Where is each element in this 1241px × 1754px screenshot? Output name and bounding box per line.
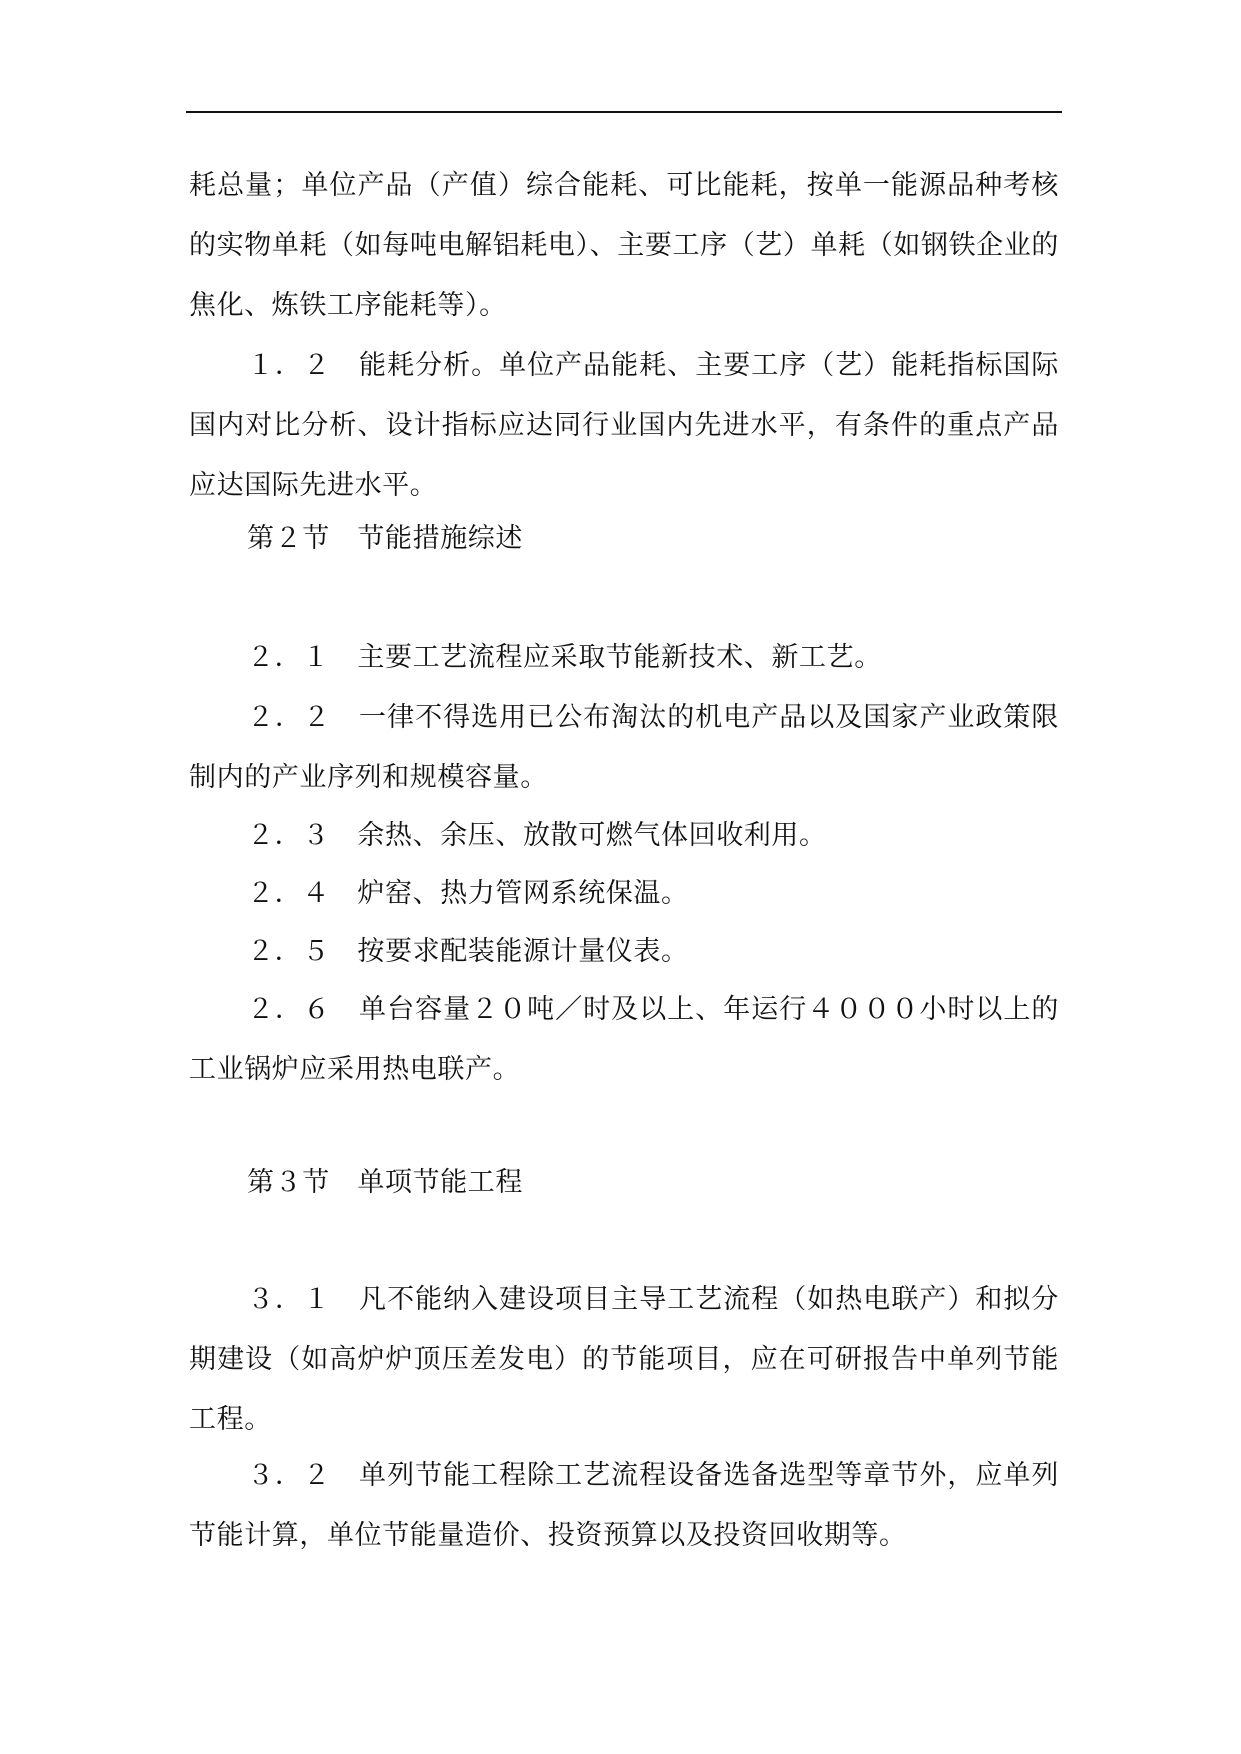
paragraph-energy-totals: 耗总量；单位产品（产值）综合能耗、可比能耗，按单一能源品种考核的实物单耗（如每吨电解铝耗电）、主要工序（艺）单耗（如钢铁企业的焦化、炼铁工序能耗等）。 — [189, 170, 1059, 321]
paragraph-3-1: ３．１ 凡不能纳入建设项目主导工艺流程（如热电联产）和拟分期建设（如高炉炉顶压差发电）的节能项目，应在可研报告中单列节能工程。 — [189, 1284, 1059, 1435]
paragraph-3-2: ３．２ 单列节能工程除工艺流程设备选备选型等章节外，应单列节能计算，单位节能量造价、投资预算以及投资回收期等。 — [189, 1460, 1059, 1551]
section-heading-3: 第３节 单项节能工程 — [247, 1167, 523, 1198]
paragraph-2-5: ２．５ 按要求配装能源计量仪表。 — [247, 936, 689, 967]
paragraph-2-3: ２．３ 余热、余压、放散可燃气体回收利用。 — [247, 820, 827, 851]
paragraph-2-2: ２．２ 一律不得选用已公布淘汰的机电产品以及国家产业政策限制内的产业序列和规模容量。 — [189, 702, 1059, 793]
paragraph-2-6: ２．６ 单台容量２０吨／时及以上、年运行４０００小时以上的工业锅炉应采用热电联产。 — [189, 994, 1059, 1085]
paragraph-2-4: ２．４ 炉窑、热力管网系统保温。 — [247, 878, 689, 909]
paragraph-1-2: １．２ 能耗分析。单位产品能耗、主要工序（艺）能耗指标国际国内对比分析、设计指标应达同行业国内先进水平，有条件的重点产品应达国际先进水平。 — [189, 350, 1059, 501]
section-heading-2: 第２节 节能措施综述 — [247, 523, 523, 554]
paragraph-2-1: ２．１ 主要工艺流程应采取节能新技术、新工艺。 — [247, 642, 882, 673]
header-rule — [186, 111, 1062, 113]
